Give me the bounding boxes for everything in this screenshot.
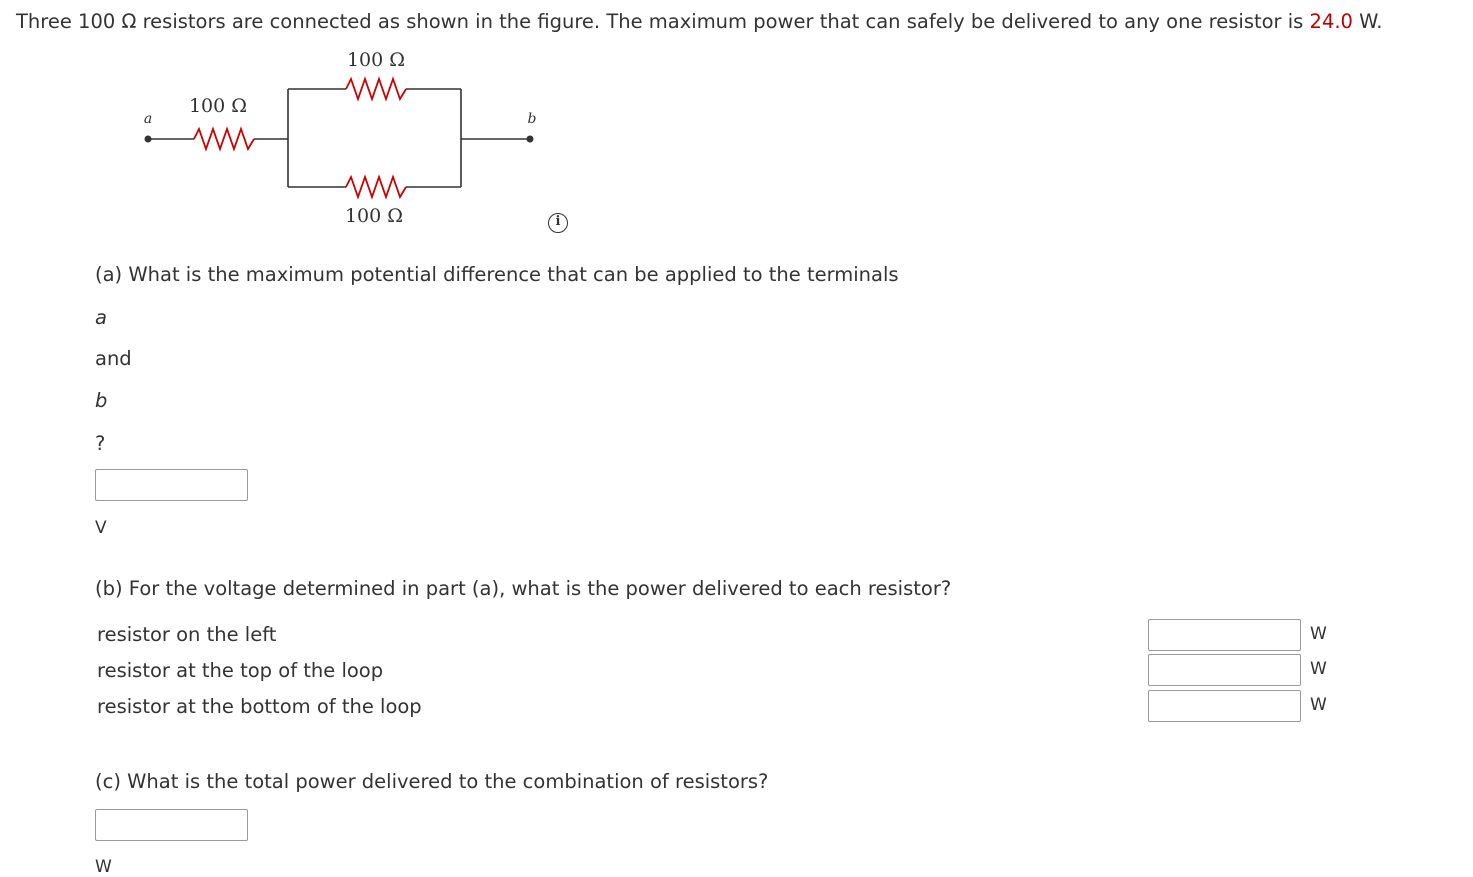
part-b-question: (b) For the voltage determined in part (a), what is the power delivered to each resistor?	[95, 577, 952, 600]
resistor-top-zigzag	[346, 79, 406, 99]
part-a-var-a: a	[95, 306, 107, 329]
part-b-top-label: resistor at the top of the loop	[97, 659, 384, 682]
part-a-unit: V	[95, 518, 107, 538]
terminal-b-dot	[527, 136, 534, 143]
part-c-answer-input[interactable]	[95, 809, 248, 841]
terminal-a-dot	[145, 136, 152, 143]
part-b-top-input[interactable]	[1148, 654, 1301, 686]
part-b-left-unit: W	[1310, 624, 1327, 644]
part-b-bottom-input[interactable]	[1148, 690, 1301, 722]
top-resistor-label: 100 Ω	[346, 49, 406, 71]
max-power-value: 24.0	[1309, 10, 1353, 33]
part-b-top-unit: W	[1310, 659, 1327, 679]
part-b-left-input[interactable]	[1148, 619, 1301, 651]
part-a-answer-input[interactable]	[95, 469, 248, 501]
part-b-left-label: resistor on the left	[97, 623, 277, 646]
problem-intro-unit: W.	[1352, 10, 1383, 33]
part-b-bottom-label: resistor at the bottom of the loop	[97, 695, 422, 718]
part-a-and: and	[95, 347, 132, 370]
part-b-bottom-unit: W	[1310, 695, 1327, 715]
left-resistor-label: 100 Ω	[188, 95, 248, 117]
problem-statement	[16, 10, 1382, 33]
part-c-question: (c) What is the total power delivered to the combination of resistors?	[95, 770, 769, 793]
part-a-var-b: b	[95, 389, 108, 412]
terminal-a-label: a	[143, 111, 153, 127]
bottom-resistor-label: 100 Ω	[344, 205, 404, 227]
part-c-unit: W	[95, 857, 112, 877]
resistor-left-zigzag	[194, 129, 254, 149]
info-icon[interactable]: i	[548, 213, 568, 233]
problem-intro-text: Three 100 Ω resistors are connected as shown in the figure. The maximum power that can safely be delivered to any one resistor is	[16, 10, 1310, 33]
resistor-bottom-zigzag	[346, 177, 406, 197]
part-a-question: (a) What is the maximum potential difference that can be applied to the terminals	[95, 263, 899, 286]
terminal-b-label: b	[527, 111, 537, 127]
circuit-diagram	[120, 42, 560, 232]
part-a-question-mark: ?	[95, 432, 106, 455]
